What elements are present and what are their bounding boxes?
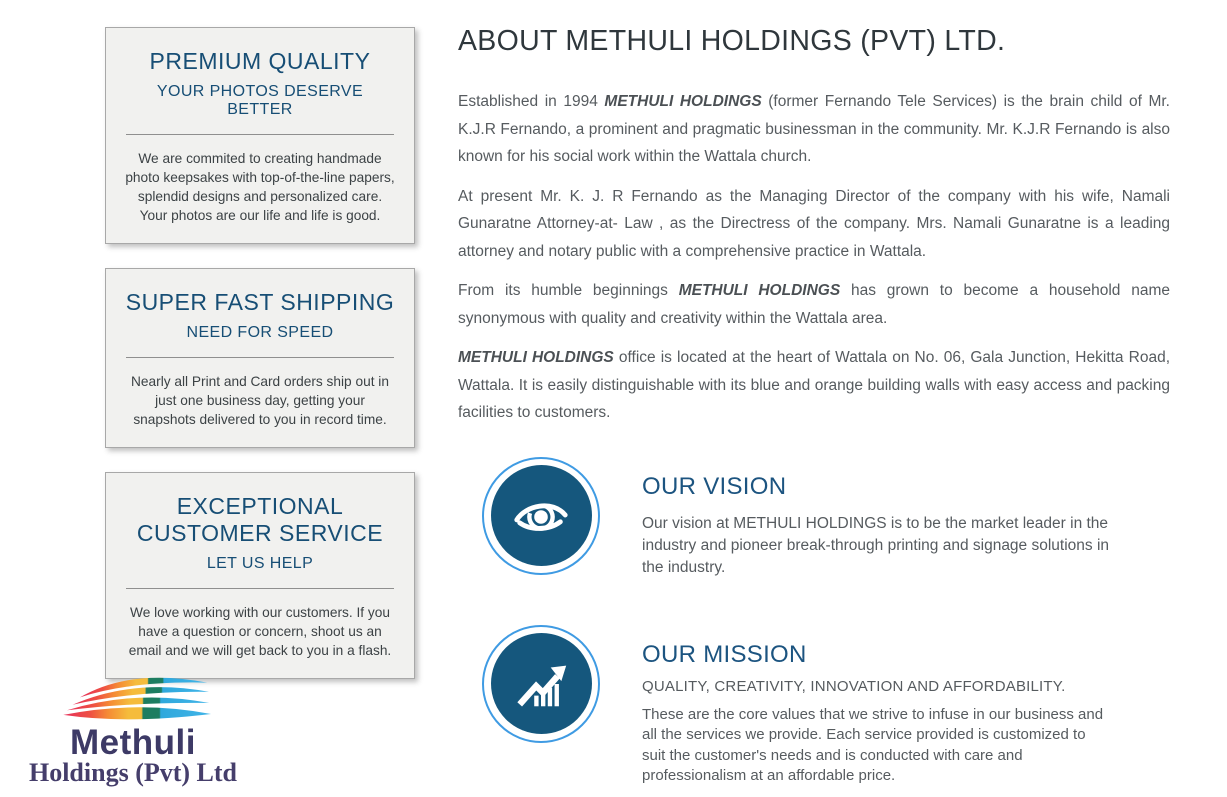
card-title: EXCEPTIONAL CUSTOMER SERVICE bbox=[136, 493, 384, 546]
card-description: Nearly all Print and Card orders ship out in just one business day, getting your snapshots delivered to you in record time. bbox=[131, 374, 389, 427]
about-paragraph bbox=[458, 344, 1170, 427]
logo-name: Methuli bbox=[70, 723, 196, 762]
info-card-customer-service bbox=[105, 472, 415, 679]
company-logo[interactable] bbox=[24, 666, 242, 787]
card-description: We love working with our customers. If you have a question or concern, shoot us an email and we will get back to you in a flash. bbox=[128, 605, 392, 658]
vision-title: OUR VISION bbox=[642, 472, 787, 500]
mission-subtitle: QUALITY, CREATIVITY, INNOVATION AND AFFORDABILITY. bbox=[642, 677, 1066, 695]
card-title: PREMIUM QUALITY bbox=[149, 48, 371, 74]
paragraph-text: has grown to become a household name synonymous with quality and creativity within the Wattala area. bbox=[458, 282, 1170, 327]
paragraph-text: From its humble beginnings bbox=[458, 282, 679, 299]
paragraph-text: (former Fernando Tele Services) is the brain child of Mr. K.J.R Fernando, a prominent and pragmatic businessman in the community. Mr. K.J.R Fernando is also known for his social work within the Wattala church. bbox=[458, 93, 1170, 165]
brand-name: METHULI HOLDINGS bbox=[458, 349, 614, 366]
card-subtitle: LET US HELP bbox=[206, 555, 314, 572]
card-subtitle: YOUR PHOTOS DESERVE BETTER bbox=[156, 83, 364, 118]
mission-description: These are the core values that we strive to infuse in our business and all the services we provide. Each service provided is customized to suit the customer's needs and is conducted with care and professionalism at an affordable price. bbox=[642, 705, 1104, 784]
logo-subtitle: Holdings (Pvt) Ltd bbox=[28, 758, 238, 787]
card-subtitle: NEED FOR SPEED bbox=[186, 324, 334, 341]
paragraph-text: Established in 1994 bbox=[458, 93, 605, 110]
card-divider bbox=[126, 134, 394, 135]
vision-description: Our vision at METHULI HOLDINGS is to be the market leader in the industry and pioneer break-through printing and signage solutions in the industry. bbox=[642, 514, 1110, 576]
card-divider bbox=[126, 588, 394, 589]
brand-name: METHULI HOLDINGS bbox=[604, 93, 762, 110]
eye-icon bbox=[491, 465, 592, 566]
vision-text-block bbox=[642, 457, 1134, 579]
card-description: We are commited to creating handmade photo keepsakes with top-of-the-line papers, splendid designs and personalized care. Your photos are our life and life is good. bbox=[125, 151, 395, 223]
sidebar bbox=[105, 27, 415, 703]
mission-icon-ring bbox=[482, 625, 600, 743]
mission-text-block bbox=[642, 625, 1112, 787]
page-title: ABOUT METHULI HOLDINGS (PVT) LTD. bbox=[458, 25, 1006, 57]
mission-section bbox=[458, 625, 1170, 787]
growth-chart-icon bbox=[491, 633, 592, 734]
card-title: SUPER FAST SHIPPING bbox=[125, 289, 395, 315]
info-card-fast-shipping bbox=[105, 268, 415, 448]
mission-title: OUR MISSION bbox=[642, 640, 807, 668]
paragraph-text: At present Mr. K. J. R Fernando as the Managing Director of the company with his wife, Namali Gunaratne Attorney-at- Law , as the Directress of the company. Mrs. Namali Gunaratne is a leading attorney and notary public with a comprehensive practice in Wattala. bbox=[458, 187, 1170, 260]
paragraph-text: office is located at the heart of Wattala on No. 06, Gala Junction, Hekitta Road, Wattala. It is easily distinguishable with its blue and orange building walls with easy access and packing facilities to customers. bbox=[458, 349, 1170, 421]
vision-section bbox=[458, 457, 1170, 579]
about-paragraph bbox=[458, 277, 1170, 332]
brand-name: METHULI HOLDINGS bbox=[678, 282, 841, 299]
card-divider bbox=[126, 357, 394, 358]
about-paragraph bbox=[458, 183, 1170, 266]
info-card-premium-quality bbox=[105, 27, 415, 244]
wave-swoosh-icon bbox=[47, 666, 219, 726]
vision-icon-ring bbox=[482, 457, 600, 575]
about-paragraph bbox=[458, 88, 1170, 171]
main-content bbox=[458, 24, 1170, 787]
